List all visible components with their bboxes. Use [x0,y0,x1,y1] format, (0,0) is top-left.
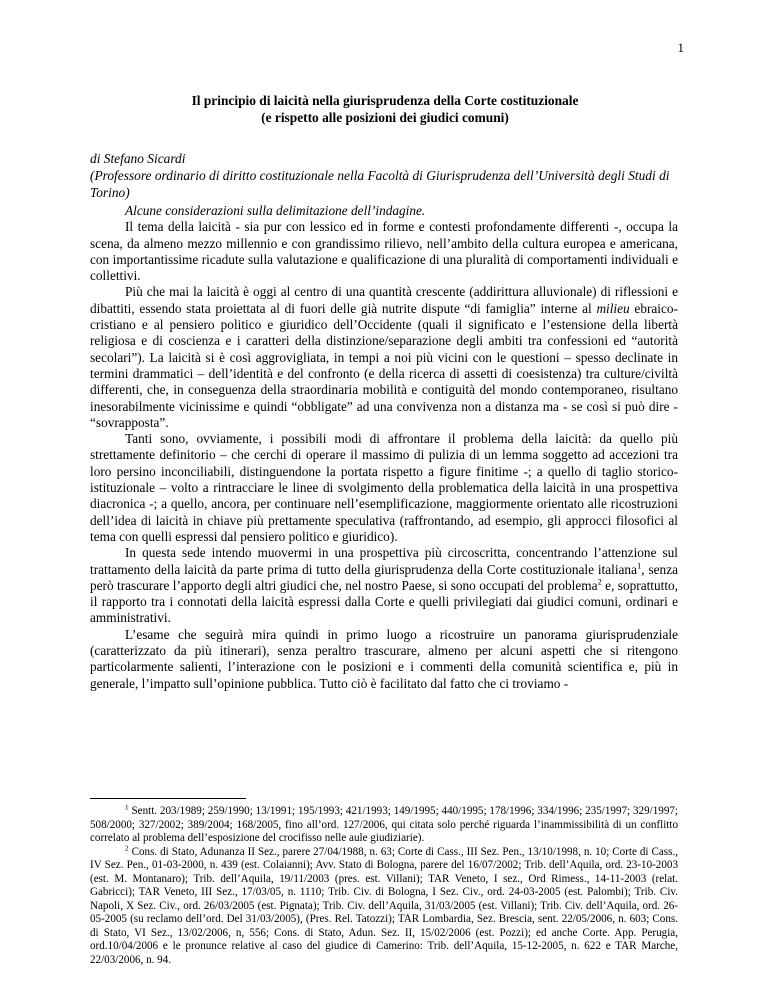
paragraph-3: Tanti sono, ovviamente, i possibili modi di affrontare il problema della laicità: da quello più strettamente definitorio – che cerchi di operare il massimo di pulizia di un lemma soggetto ad accezioni tra loro persino inconciliabili, distinguendone la portata rispetto a figure finitime -; a quello di taglio storico-istituzionale – volto a rintracciare le linee di svolgimento della problematica della laicità in una prospettiva diacronica -; a quello, ancora, per continuare nell’esemplificazione, maggiormente orientato alle ricostruzioni dell’idea di laicità in chiave più prettamente speculativa (raffrontando, ad esempio, gli approcci filosofici al tema con quelli espressi dal pensiero politico e giuridico). [90,431,678,544]
paragraph-4-part-b: , senza però trascurare l’apporto degli altri giudici che, nel nostro Paese, si sono occupati del problema [90,561,678,593]
paragraph-4 [90,545,678,626]
section-heading: Alcune considerazioni sulla delimitazione dell’indagine. [125,203,426,218]
footnote-2 [90,843,678,968]
title-line-2: (e rispetto alle posizioni dei giudici comuni) [261,110,509,125]
footnote-separator [90,798,246,799]
footnote-2-number: 2 [125,843,129,852]
article-title [90,92,680,126]
paragraph-4-part-a: In questa sede intendo muovermi in una prospettiva più circoscritta, concentrando l’attenzione sul trattamento della laicità da parte prima di tutto della giurisprudenza della Corte costituzionale italiana [90,545,678,577]
paragraph-1: Il tema della laicità - sia pur con lessico ed in forme e contesti profondamente differenti -, occupa la scena, da almeno mezzo millennio e con grandissimo rilievo, nell’ambito della cultura europea e americana, con importantissime ricadute sulla valutazione e qualificazione di una pluralità di comportamenti individuali e collettivi. [90,219,678,284]
footnote-1-text: Sentt. 203/1989; 259/1990; 13/1991; 195/1993; 421/1993; 149/1995; 440/1995; 178/1996; 334/1996; 235/1997; 329/1997; 508/2000; 327/2002; 389/2004; 168/2005, fino all’ord. 127/2006, qui citata solo perché riguarda l’inammissibilità di un conflitto correlato al problema dell’esposizione del crocifisso nelle aule giudiziarie). [90,805,678,844]
body-text [90,203,678,692]
footnote-1-number: 1 [125,803,129,812]
paragraph-5: L’esame che seguirà mira quindi in primo luogo a ricostruire un panorama giurisprudenziale (caratterizzato da più itinerari), senza peraltro trascurare, almeno per alcuni aspetti che si ritengono particolarmente salienti, l’interazione con le posizioni e i commenti della comunità scientifica e, più in generale, l’impatto sull’opinione pubblica. Tutto ciò è facilitato dal fatto che ci troviamo - [90,626,678,691]
page-number: 1 [677,40,684,55]
author-affiliation: (Professore ordinario di diritto costituzionale nella Facoltà di Giurisprudenza dell’Università degli Studi di Torino) [90,168,670,200]
paragraph-2-part-b: ebraico-cristiano e al pensiero politico e giuridico dell’Occidente (quali il significato e l’estensione della libertà religiosa e di coscienza e i caratteri della distinzione/separazione degli ambiti tra confessioni ed “autorità secolari”). La laicità si è così aggrovigliata, in tempi a noi più vicini con le questioni – spesso declinate in termini drammatici – dell’identità e del confronto (e della ricerca di assetti di coesistenza) tra culture/civiltà differenti, che, in conseguenza della straordinaria mobilità e contiguità del mondo contemporaneo, risultano inesorabilmente vicinissime e quindi “obbligate” ad una convivenza non a distanza ma - se così si può dire - “sovrapposta”. [90,300,678,430]
paragraph-2-part-a: Più che mai la laicità è oggi al centro di una quantità crescente (addirittura alluvionale) di riflessioni e dibattiti, essendo stata proiettata al di fuori delle già nutrite dispute “di famiglia” interne al [90,284,678,316]
footnote-ref-2[interactable]: 2 [597,576,602,587]
footnote-2-text: Cons. di Stato, Adunanza II Sez., parere 27/04/1988, n. 63; Corte di Cass., III Sez. Pen., 13/10/1998, n. 10; Corte di Cass., IV Sez. Pen., 01-03-2000, n. 439 (est. Colaianni); Avv. Stato di Bologna, parere del 16/07/2002; Trib. dell’Aquila, ord. 23-10-2003 (est. M. Montanaro); Trib. dell’Aquila, 19/11/2003 (pres. est. Villani); TAR Veneto, I sez., Ord Rimess., 14-11-2003 (relat. Gabricci); TAR Veneto, III Sez., 17/03/05, n. 1110; Trib. Civ. di Bologna, I Sez. Civ., ord. 24-03-2005 (est. Palombi); Trib. Civ. Napoli, X Sez. Civ., ord. 26/03/2005 (est. Pignata); Trib. Civ. dell’Aquila, 31/03/2005 (est. Villani); Trib. Civ. dell’Aquila, ord. 26-05-2005 (su reclamo dell’ord. Del 31/03/2005), (Pres. Rel. Tatozzi); TAR Lombardia, Sez. Brescia, sent. 22/05/2006, n. 603; Cons. di Stato, VI Sez., 13/02/2006, n, 556; Cons. di Stato, Adun. Sez. II, 15/02/2006 (est. Pozzi); ed anche Corte. App. Perugia, ord.10/04/2006 e le pronunce relative al caso del giudice di Camerino: Trib. dell’Aquila, 15-12-2005, n. 622 e TAR Marche, 22/03/2006, n. 94. [90,845,678,966]
author-name: di Stefano Sicardi [90,151,186,166]
paragraph-2 [90,284,678,431]
footnotes [90,805,678,967]
author-block [90,150,678,201]
footnote-1 [90,805,678,846]
title-line-1: Il principio di laicità nella giurisprudenza della Corte costituzionale [191,93,579,108]
footnote-ref-1[interactable]: 1 [636,560,642,571]
term-milieu: milieu [596,300,630,316]
paragraph-4-part-c: e, soprattutto, il rapporto tra i connotati della laicità espressi dalla Corte e quelli privilegiati dai giudici comuni, ordinari e amministrativi. [90,577,678,626]
